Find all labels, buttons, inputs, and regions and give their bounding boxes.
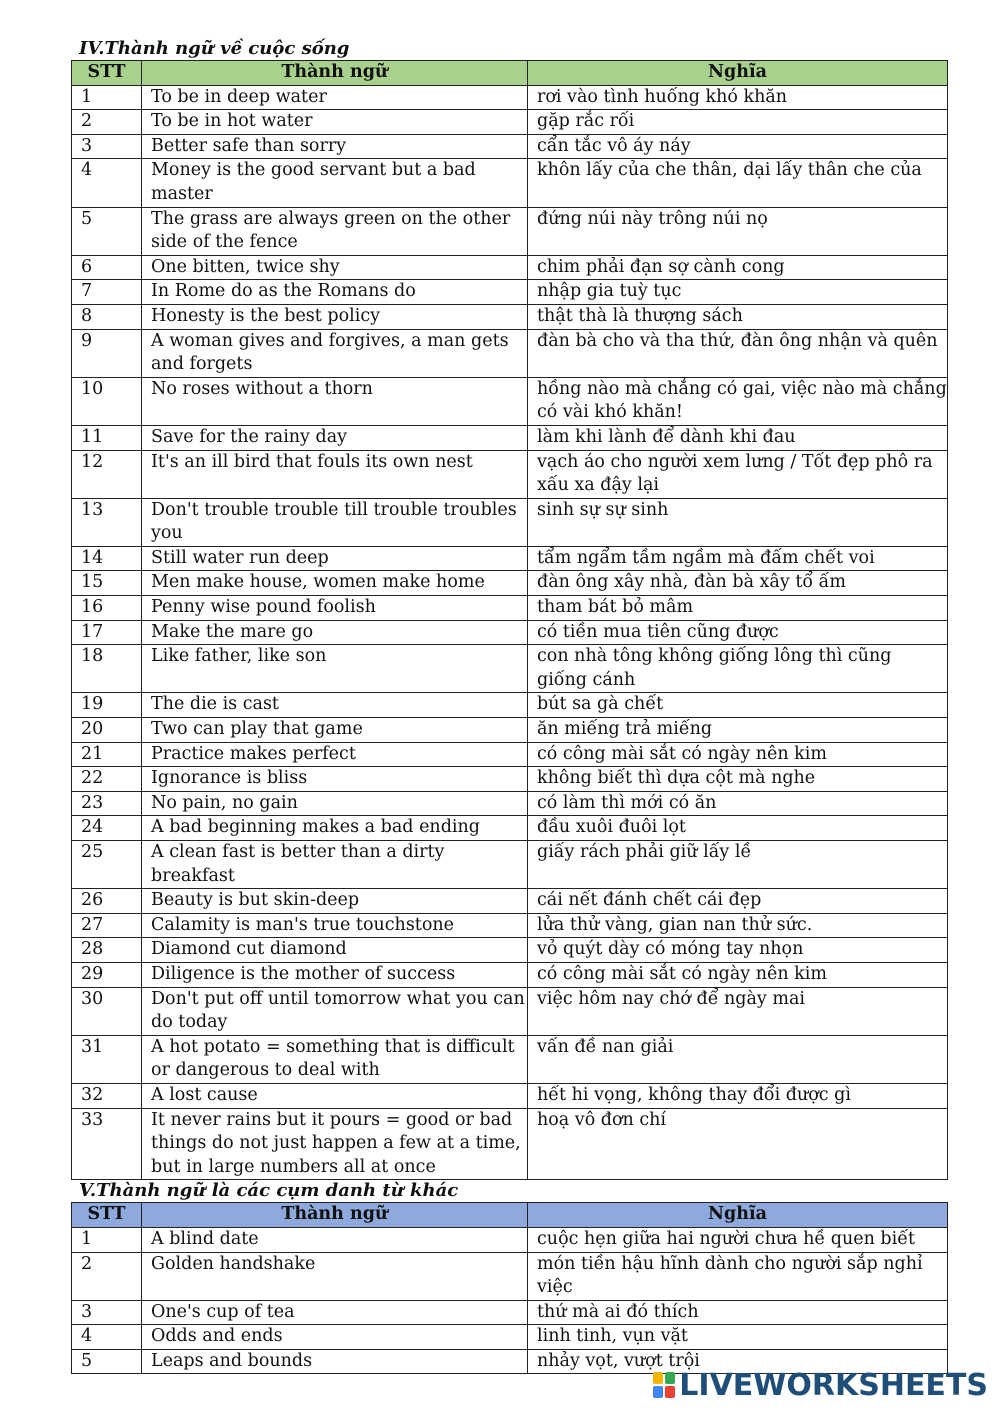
meaning-text: việc hôm nay chớ để ngày mai [528,987,948,1035]
idiom-text: Save for the rainy day [142,425,528,450]
row-number: 18 [72,645,142,693]
table-row [72,1227,948,1252]
row-number: 12 [72,450,142,498]
table-row [72,1035,948,1083]
row-number: 4 [72,159,142,207]
row-number: 22 [72,767,142,792]
meaning-text: thứ mà ai đó thích [528,1300,948,1325]
row-number: 8 [72,304,142,329]
table-row [72,134,948,159]
row-number: 16 [72,596,142,621]
table-row [72,1108,948,1180]
row-number: 30 [72,987,142,1035]
header-meaning: Nghĩa [528,1203,948,1228]
meaning-text: thật thà là thượng sách [528,304,948,329]
idiom-text: One's cup of tea [142,1300,528,1325]
table-row [72,1300,948,1325]
idiom-text: A hot potato = something that is difficult or dangerous to deal with [142,1035,528,1083]
table-row [72,110,948,135]
section-4-table [71,60,948,1180]
meaning-text: không biết thì dựa cột mà nghe [528,767,948,792]
idiom-text: Diligence is the mother of success [142,962,528,987]
table-row [72,1325,948,1350]
table-row [72,159,948,207]
row-number: 15 [72,571,142,596]
idiom-text: To be in deep water [142,85,528,110]
idiom-text: Ignorance is bliss [142,767,528,792]
idiom-text: Practice makes perfect [142,742,528,767]
table-row [72,841,948,889]
idiom-text: The die is cast [142,693,528,718]
meaning-text: giấy rách phải giữ lấy lề [528,841,948,889]
idiom-text: A bad beginning makes a bad ending [142,816,528,841]
table-row [72,1083,948,1108]
row-number: 17 [72,620,142,645]
idiom-text: To be in hot water [142,110,528,135]
idiom-text: No pain, no gain [142,791,528,816]
table-row [72,546,948,571]
meaning-text: vấn đề nan giải [528,1035,948,1083]
row-number: 6 [72,255,142,280]
idiom-text: Diamond cut diamond [142,938,528,963]
row-number: 2 [72,110,142,135]
idiom-text: No roses without a thorn [142,377,528,425]
meaning-text: cuộc hẹn giữa hai người chưa hề quen biết [528,1227,948,1252]
row-number: 1 [72,1227,142,1252]
table-row [72,498,948,546]
idiom-text: Two can play that game [142,718,528,743]
row-number: 7 [72,280,142,305]
row-number: 32 [72,1083,142,1108]
table-row [72,693,948,718]
meaning-text: món tiền hậu hĩnh dành cho người sắp nghỉ việc [528,1252,948,1300]
meaning-text: tẩm ngẩm tầm ngầm mà đấm chết voi [528,546,948,571]
idiom-text: Money is the good servant but a bad master [142,159,528,207]
meaning-text: khôn lấy của che thân, dại lấy thân che của [528,159,948,207]
meaning-text: cẩn tắc vô áy náy [528,134,948,159]
table-row [72,816,948,841]
row-number: 10 [72,377,142,425]
liveworksheets-logo[interactable] [653,1368,988,1402]
meaning-text: sinh sự sự sinh [528,498,948,546]
idiom-text: Men make house, women make home [142,571,528,596]
header-idiom: Thành ngữ [142,61,528,86]
idiom-text: Leaps and bounds [142,1349,528,1374]
idiom-text: It never rains but it pours = good or bad things do not just happen a few at a time, but in large numbers all at once [142,1108,528,1180]
idiom-text: A blind date [142,1227,528,1252]
table-row [72,571,948,596]
idiom-text: Don't trouble trouble till trouble troubles you [142,498,528,546]
idiom-text: Still water run deep [142,546,528,571]
table-header-row [72,1203,948,1228]
idiom-text: Odds and ends [142,1325,528,1350]
section-5-title: V.Thành ngữ là các cụm danh từ khác [79,1180,459,1202]
meaning-text: ăn miếng trả miếng [528,718,948,743]
table-row [72,962,948,987]
idiom-text: A woman gives and forgives, a man gets and forgets [142,329,528,377]
meaning-text: vỏ quýt dày có móng tay nhọn [528,938,948,963]
idiom-text: Better safe than sorry [142,134,528,159]
idiom-text: In Rome do as the Romans do [142,280,528,305]
row-number: 1 [72,85,142,110]
meaning-text: hết hi vọng, không thay đổi được gì [528,1083,948,1108]
meaning-text: cái nết đánh chết cái đẹp [528,889,948,914]
header-meaning: Nghĩa [528,61,948,86]
table-row [72,938,948,963]
table-row [72,280,948,305]
table-header-row [72,61,948,86]
section-4-body [72,85,948,1180]
row-number: 9 [72,329,142,377]
meaning-text: có công mài sắt có ngày nên kim [528,962,948,987]
meaning-text: hoạ vô đơn chí [528,1108,948,1180]
table-row [72,889,948,914]
table-row [72,767,948,792]
meaning-text: đàn bà cho và tha thứ, đàn ông nhận và quên [528,329,948,377]
section-4-title: IV.Thành ngữ về cuộc sống [79,38,350,59]
row-number: 23 [72,791,142,816]
row-number: 4 [72,1325,142,1350]
row-number: 33 [72,1108,142,1180]
idiom-text: Golden handshake [142,1252,528,1300]
idiom-text: One bitten, twice shy [142,255,528,280]
meaning-text: tham bát bỏ mâm [528,596,948,621]
row-number: 11 [72,425,142,450]
meaning-text: gặp rắc rối [528,110,948,135]
idiom-text: Like father, like son [142,645,528,693]
row-number: 14 [72,546,142,571]
table-row [72,450,948,498]
meaning-text: hồng nào mà chẳng có gai, việc nào mà chẳng có vài khó khăn! [528,377,948,425]
idiom-text: A clean fast is better than a dirty breakfast [142,841,528,889]
table-row [72,85,948,110]
header-idiom: Thành ngữ [142,1203,528,1228]
table-row [72,304,948,329]
section-5-table [71,1202,948,1374]
idiom-text: Penny wise pound foolish [142,596,528,621]
row-number: 24 [72,816,142,841]
header-stt: STT [72,1203,142,1228]
table-row [72,596,948,621]
table-row [72,645,948,693]
table-row [72,791,948,816]
row-number: 3 [72,134,142,159]
worksheet-page [71,38,947,1374]
table-row [72,329,948,377]
table-row [72,377,948,425]
logo-text: LIVEWORKSHEETS [679,1367,988,1403]
row-number: 21 [72,742,142,767]
meaning-text: nhập gia tuỳ tục [528,280,948,305]
header-stt: STT [72,61,142,86]
idiom-text: Make the mare go [142,620,528,645]
meaning-text: có công mài sắt có ngày nên kim [528,742,948,767]
meaning-text: đầu xuôi đuôi lọt [528,816,948,841]
table-row [72,425,948,450]
table-row [72,742,948,767]
meaning-text: rơi vào tình huống khó khăn [528,85,948,110]
idiom-text: Don't put off until tomorrow what you can do today [142,987,528,1035]
section-5-body [72,1227,948,1374]
table-row [72,718,948,743]
meaning-text: bút sa gà chết [528,693,948,718]
idiom-text: Beauty is but skin-deep [142,889,528,914]
table-row [72,913,948,938]
row-number: 27 [72,913,142,938]
meaning-text: linh tinh, vụn vặt [528,1325,948,1350]
meaning-text: có làm thì mới có ăn [528,791,948,816]
row-number: 2 [72,1252,142,1300]
row-number: 26 [72,889,142,914]
table-row [72,620,948,645]
meaning-text: có tiền mua tiên cũng được [528,620,948,645]
row-number: 25 [72,841,142,889]
row-number: 3 [72,1300,142,1325]
meaning-text: đứng núi này trông núi nọ [528,207,948,255]
row-number: 19 [72,693,142,718]
idiom-text: The grass are always green on the other side of the fence [142,207,528,255]
idiom-text: It's an ill bird that fouls its own nest [142,450,528,498]
row-number: 29 [72,962,142,987]
meaning-text: con nhà tông không giống lông thì cũng giống cánh [528,645,948,693]
idiom-text: Honesty is the best policy [142,304,528,329]
meaning-text: đàn ông xây nhà, đàn bà xây tổ ấm [528,571,948,596]
logo-mark-icon [653,1372,675,1398]
meaning-text: vạch áo cho người xem lưng / Tốt đẹp phô ra xấu xa đậy lại [528,450,948,498]
row-number: 31 [72,1035,142,1083]
idiom-text: Calamity is man's true touchstone [142,913,528,938]
table-row [72,1252,948,1300]
meaning-text: lửa thử vàng, gian nan thử sức. [528,913,948,938]
meaning-text: làm khi lành để dành khi đau [528,425,948,450]
row-number: 28 [72,938,142,963]
row-number: 20 [72,718,142,743]
table-row [72,255,948,280]
meaning-text: nhảy vọt, vượt trội [528,1349,948,1374]
row-number: 5 [72,1349,142,1374]
idiom-text: A lost cause [142,1083,528,1108]
table-row [72,987,948,1035]
row-number: 13 [72,498,142,546]
table-row [72,207,948,255]
meaning-text: chim phải đạn sợ cành cong [528,255,948,280]
row-number: 5 [72,207,142,255]
